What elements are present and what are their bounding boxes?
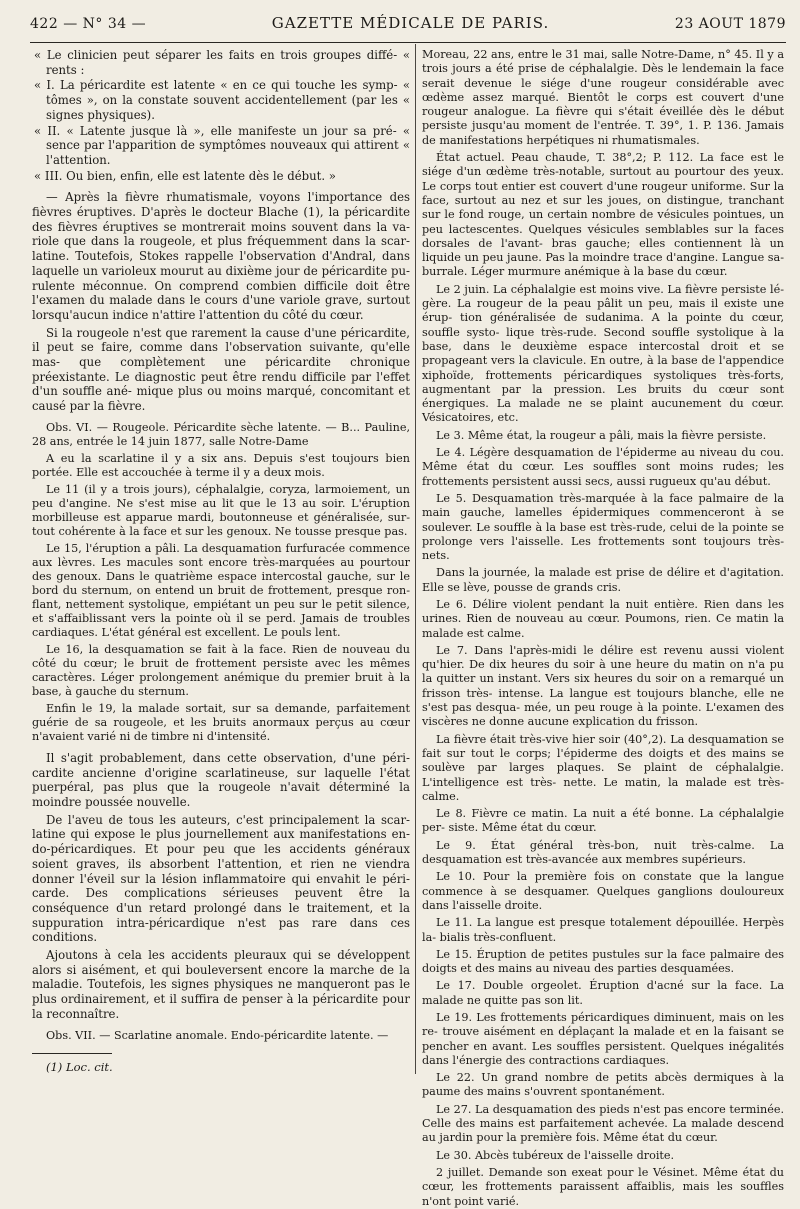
observation-paragraph: Le 15. Éruption de petites pustules sur la face palmaire des doigts et des mains au niveau des parties desquamées. — [422, 947, 784, 976]
page-number-and-issue — [30, 16, 146, 32]
text-paragraph: « I. La péricardite est latente « en ce qui touche les symp- « tômes », on la constate souvent accidentellement (par les « signes physiques). — [34, 78, 410, 122]
left-column — [32, 48, 410, 1074]
observation-paragraph: Le 11. La langue est presque totalement dépouillée. Herpès la- bialis très-confluent. — [422, 916, 784, 944]
observation-paragraph: Le 3. Même état, la rougeur a pâli, mais la fièvre persiste. — [436, 428, 767, 442]
observation-paragraph: Dans la journée, la malade est prise de délire et d'agitation. Elle se lève, pousse de grands cris. — [422, 566, 784, 594]
column-divider — [415, 44, 416, 1074]
observation-paragraph: Le 9. État général très-bon, nuit très-calme. La desquamation est très-avancée aux membres supérieurs. — [422, 838, 784, 867]
journal-title: GAZETTE MÉDICALE DE PARIS. — [271, 14, 550, 32]
observation-paragraph: Le 6. Délire violent pendant la nuit entière. Rien dans les urines. Rien de nouveau au cœur. Poumons, rien. Ce matin la malade est calme. — [422, 597, 784, 640]
issue-date: 23 AOUT 1879 — [674, 16, 786, 32]
text-paragraph: « II. « Latente jusque là », elle manifeste un jour sa pré- « sence par l'apparition de symptômes nouveaux qui attirent « l'attention. — [34, 123, 410, 167]
observation-paragraph: Enfin le 19, la malade sortait, sur sa demande, parfaitement guérie de sa rougeole, et les bruits anormaux perçus au cœur n'avaient varié ni de timbre ni d'intensité. — [32, 701, 410, 743]
text-paragraph: Il s'agit probablement, dans cette observation, d'une péri- cardite ancienne d'origine scarlatineuse, sur laquelle l'état puerpéral, pas plus que la rougeole n'avait déterminé la moindre poussée nouvelle. — [32, 750, 410, 809]
footnote: (1) Loc. cit. — [46, 1059, 113, 1074]
right-column — [422, 48, 784, 1208]
observation-paragraph: Le 27. La desquamation des pieds n'est pas encore terminée. Celle des mains est parfaitement achevée. La malade descend au jardin pour la première fois. Même état du cœur. — [422, 1102, 784, 1145]
text-paragraph: Si la rougeole n'est que rarement la cause d'une péricardite, il peut se faire, comme dans l'observation suivante, qu'elle mas- que complètement une péricardite chronique préexistante. Le diagnostic peut être rendu difficile par l'effet d'un souffle ané- mique plus ou moins marqué, concomitant et causé par la fièvre. — [32, 325, 410, 414]
text-paragraph: Ajoutons à cela les accidents pleuraux qui se développent alors si aisément, et qui bouleversent encore la marche de la maladie. Toutefois, les signes physiques ne manqueront pas le plus ordinairement, et il suffira de penser à la péricardite pour la reconnaître. — [32, 948, 410, 1021]
observation-paragraph: Le 22. Un grand nombre de petits abcès dermiques à la paume des mains s'ouvrent spontanément. — [422, 1071, 784, 1099]
observation-heading: Obs. VII. — Scarlatine anomale. Endo-péricardite latente. — — [46, 1028, 389, 1042]
observation-paragraph: État actuel. Peau chaude, T. 38°,2; P. 112. La face est le siége d'un œdème très-notable, surtout au pourtour des yeux. Le corps tout entier est couvert d'une rougeur uniforme. Sur la face, surtout au nez et sur les joues, on distingue, tranchant sur le fond rouge, un certain nombre de vésicules pointues, un peu lactescentes. Quelques vésicules semblables sur la faces dorsales de l'avant- bras gauche; elles contiennent là un liquide un peu jaune. Pas la moindre trace d'angine. Langue sa-burrale. Léger murmure anémique à la base du cœur. — [422, 151, 784, 279]
text-paragraph: « Le clinicien peut séparer les faits en trois groupes diffé- « rents : — [34, 48, 410, 77]
observation-paragraph: Moreau, 22 ans, entre le 31 mai, salle Notre-Dame, n° 45. Il y a trois jours a été prise de céphalalgie. Dès le lendemain la face serait devenue le siége d'une rougeur considérable avec œdème assez marqué. Bientôt le corps est couvert d'une rougeur analogue. La fièvre qui s'était éveillée dès le début persiste jusqu'au moment de l'entrée. T. 39°, 1. P. 136. Jamais de manifestations herpétiques ni rhumatismales. — [422, 48, 784, 147]
observation-paragraph: Le 7. Dans l'après-midi le délire est revenu aussi violent qu'hier. De dix heures du soir à une heure du matin on n'a pu la quitter un instant. Vers six heures du soir on a remarqué un frisson très- intense. La langue est toujours blanche, elle ne s'est pas desqua- mée, un peu rouge à la pointe. L'examen des viscères ne donne aucune explication du frisson. — [422, 643, 784, 729]
observation-heading: Obs. VI. — Rougeole. Péricardite sèche latente. — B... Pauline, 28 ans, entrée le 14 juin 1877, salle Notre-Dame — [32, 420, 410, 448]
text-paragraph: « III. Ou bien, enfin, elle est latente dès le début. » — [34, 168, 336, 183]
observation-paragraph: Le 5. Desquamation très-marquée à la face palmaire de la main gauche, lamelles épidermiques commenceront à se soulever. Le souffle à la base est très-rude, celui de la pointe se prolonge vers l'aisselle. Les frottements sont toujours très-nets. — [422, 491, 784, 563]
observation-paragraph: Le 2 juin. La céphalalgie est moins vive. La fièvre persiste lé- gère. La rougeur de la peau pâlit un peu, mais il existe une érup- tion généralisée de sudanima. A la pointe du cœur, souffle systo- lique très-rude. Second souffle systolique à la base, dans le deuxième espace intercostal droit et se propageant vers la clavicule. En outre, à la base de l'appendice xiphoïde, frottements péricardiques systoliques très-forts, augmentant par la pression. Les bruits du cœur sont énergiques. La malade ne se plaint aucunement du cœur. Vésicatoires, etc. — [422, 282, 784, 425]
text-paragraph: — Après la fièvre rhumatismale, voyons l'importance des fièvres éruptives. D'après le docteur Blache (1), la péricardite des fièvres éruptives se montrerait moins souvent dans la va- riole que dans la rougeole, et plus fréquemment dans la scar- latine. Toutefois, Stokes rappelle l'observation d'Andral, dans laquelle un varioleux mourut au dixième jour de péricardite pu- rulente méconnue. On comprend combien difficile doit être l'examen du malade dans le cours d'une variole grave, surtout lorsqu'aucun indice n'attire l'attention du côté du cœur. — [32, 190, 410, 322]
header-rule — [30, 42, 786, 43]
text-paragraph: De l'aveu de tous les auteurs, c'est principalement la scar- latine qui expose le plus journellement aux manifestations en- do-péricardiques. Et pour peu que les accidents généraux soient graves, ils absorbent l'attention, et rien ne viendra donner l'éveil sur la lésion inflammatoire qui envahit le péri- carde. Des complications sérieuses peuvent être la conséquence d'un retard prolongé dans le traitement, et la suppuration intra-péricardique n'est pas rare dans ces conditions. — [32, 812, 410, 945]
observation-paragraph: Le 10. Pour la première fois on constate que la langue commence à se desquamer. Quelques ganglions douloureux dans l'aisselle droite. — [422, 870, 784, 912]
observation-paragraph: Le 16, la desquamation se fait à la face. Rien de nouveau du côté du cœur; le bruit de frottement persiste avec les mêmes caractères. Léger prolongement anémique du premier bruit à la base, à gauche du sternum. — [32, 642, 410, 698]
observation-paragraph: A eu la scarlatine il y a six ans. Depuis s'est toujours bien portée. Elle est accouchée à terme il y a deux mois. — [32, 451, 410, 479]
observation-paragraph: Le 4. Légère desquamation de l'épiderme au niveau du cou. Même état du cœur. Les souffles sont moins rudes; les frottements persistent aussi secs, aussi rugueux qu'au début. — [422, 446, 784, 488]
observation-paragraph: Le 17. Double orgeolet. Éruption d'acné sur la face. La malade ne quitte pas son lit. — [422, 979, 784, 1007]
masthead — [30, 14, 786, 40]
observation-paragraph: Le 30. Abcès tubéreux de l'aisselle droite. — [436, 1148, 675, 1162]
observation-paragraph: Le 19. Les frottements péricardiques diminuent, mais on les re- trouve aisément en déplaçant la malade et en la faisant se pencher en avant. Les souffles persistent. Quelques inégalités dans l'énergie des contractions cardiaques. — [422, 1011, 784, 1067]
page-number: 422 — [30, 16, 59, 32]
observation-paragraph: La fièvre était très-vive hier soir (40°,2). La desquamation se fait sur tout le corps; l'épiderme des doigts et des mains se soulève par larges plaques. Se plaint de céphalalgie. L'intelligence est très- nette. Le matin, la malade est très-calme. — [422, 732, 784, 803]
observation-paragraph: Le 11 (il y a trois jours), céphalalgie, coryza, larmoiement, un peu d'angine. Ne s'est mise au lit que le 13 au soir. L'éruption morbilleuse est apparue mardi, boutonneuse et généralisée, sur- tout cohérente à la face et sur les genoux. Ne tousse presque pas. — [32, 482, 410, 538]
footnote-rule — [32, 1053, 112, 1054]
observation-paragraph: Le 8. Fièvre ce matin. La nuit a été bonne. La céphalalgie per- siste. Même état du cœur. — [422, 807, 784, 835]
observation-paragraph: Le 15, l'éruption a pâli. La desquamation furfuracée commence aux lèvres. Les macules sont encore très-marquées au pourtour des genoux. Dans le quatrième espace intercostal gauche, sur le bord du sternum, on entend un bruit de frottement, presque ron- flant, nettement systolique, empiétant un peu sur le petit silence, et s'affaiblissant vers la pointe où il se perd. Jamais de troubles cardiaques. L'état général est excellent. Le pouls lent. — [32, 541, 410, 639]
issue-number: — N° 34 — — [63, 16, 147, 32]
observation-paragraph: 2 juillet. Demande son exeat pour le Vésinet. Même état du cœur, les frottements paraissent affaiblis, mais les souffles n'ont point varié. — [422, 1165, 784, 1208]
